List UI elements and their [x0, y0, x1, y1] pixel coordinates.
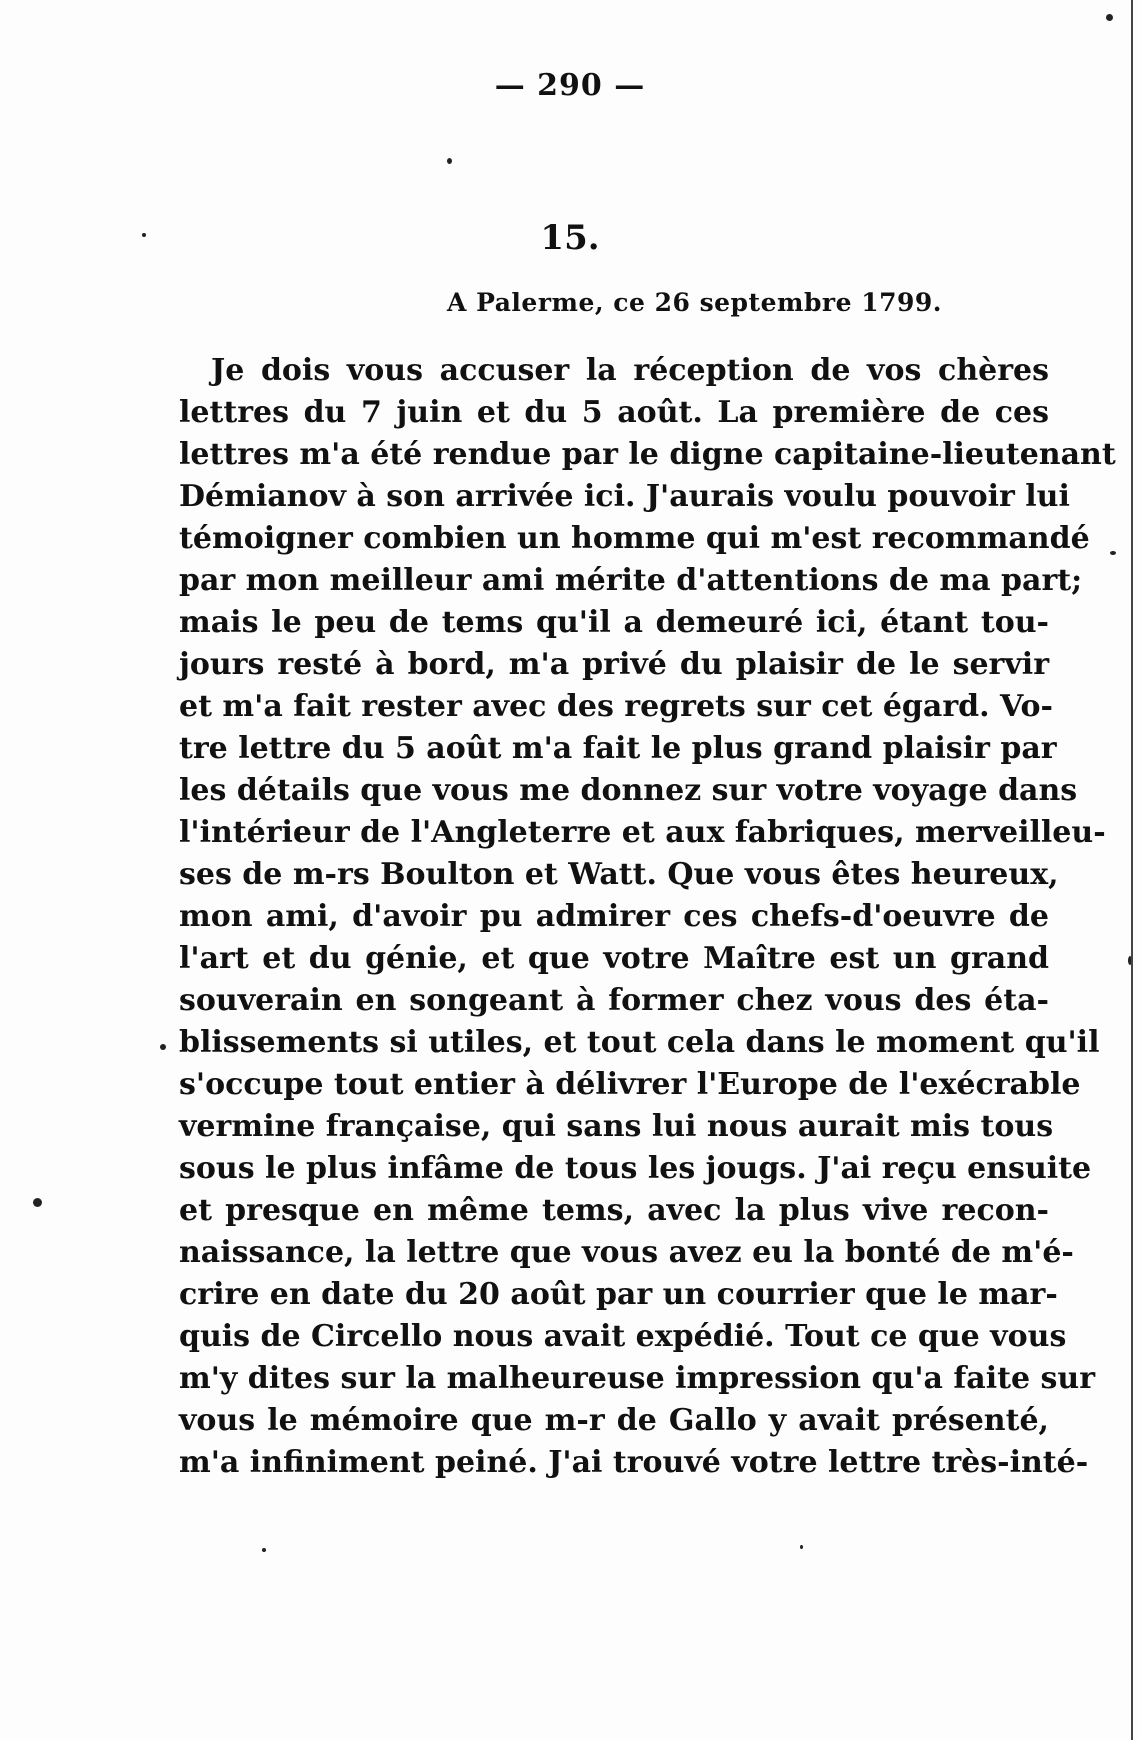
scan-speck	[160, 1044, 166, 1050]
text-line: mais le peu de tems qu'il a demeuré ici, étant tou-	[179, 605, 1049, 640]
text-line: jours resté à bord, m'a privé du plaisir de le servir	[179, 647, 1049, 682]
text-line: crire en date du 20 août par un courrier que le mar-	[179, 1277, 1058, 1312]
text-line: s'occupe tout entier à délivrer l'Europe de l'exécrable	[179, 1067, 1081, 1102]
text-line: Je dois vous accuser la réception de vos chères	[211, 353, 1049, 388]
text-line: ses de m-rs Boulton et Watt. Que vous êtes heureux,	[179, 857, 1059, 892]
scan-speck	[33, 1198, 42, 1207]
text-line: les détails que vous me donnez sur votre voyage dans	[179, 773, 1078, 808]
text-line: mon ami, d'avoir pu admirer ces chefs-d'oeuvre de	[179, 899, 1049, 934]
page-edge-line	[1131, 0, 1133, 1740]
text-line: m'a infiniment peiné. J'ai trouvé votre lettre très-inté-	[179, 1445, 1089, 1480]
text-line: lettres m'a été rendue par le digne capitaine-lieutenant	[179, 437, 1116, 472]
scan-speck	[800, 1545, 803, 1549]
page-number: — 290 —	[494, 68, 646, 103]
text-line: témoigner combien un homme qui m'est recommandé	[179, 521, 1090, 556]
text-line: lettres du 7 juin et du 5 août. La première de ces	[179, 395, 1049, 430]
scan-speck	[447, 158, 452, 164]
text-line: et presque en même tems, avec la plus vive recon-	[179, 1193, 1049, 1228]
letter-number: 15.	[540, 218, 600, 258]
text-line: l'art et du génie, et que votre Maître est un grand	[179, 941, 1049, 976]
text-line: vous le mémoire que m-r de Gallo y avait présenté,	[179, 1403, 1049, 1438]
text-line: blissements si utiles, et tout cela dans le moment qu'il	[179, 1025, 1100, 1060]
text-line: naissance, la lettre que vous avez eu la bonté de m'é-	[179, 1235, 1074, 1270]
text-line: quis de Circello nous avait expédié. Tout ce que vous	[179, 1319, 1067, 1354]
text-line: Démianov à son arrivée ici. J'aurais voulu pouvoir lui	[179, 479, 1070, 514]
text-line: par mon meilleur ami mérite d'attentions de ma part;	[179, 563, 1083, 598]
text-line: souverain en songeant à former chez vous des éta-	[179, 983, 1049, 1018]
text-line: l'intérieur de l'Angleterre et aux fabriques, merveilleu-	[179, 815, 1106, 850]
scan-speck	[1106, 14, 1113, 21]
text-line: tre lettre du 5 août m'a fait le plus grand plaisir par	[179, 731, 1057, 766]
text-line: m'y dites sur la malheureuse impression qu'a faite sur	[179, 1361, 1096, 1396]
text-line: et m'a fait rester avec des regrets sur cet égard. Vo-	[179, 689, 1053, 724]
scan-speck	[142, 233, 146, 237]
text-line: sous le plus infâme de tous les jougs. J'ai reçu ensuite	[179, 1151, 1092, 1186]
text-line: vermine française, qui sans lui nous aurait mis tous	[179, 1109, 1054, 1144]
scan-speck	[1110, 551, 1116, 555]
dateline: A Palerme, ce 26 septembre 1799.	[446, 288, 942, 317]
letter-body	[179, 350, 1116, 1484]
scan-speck	[262, 1548, 266, 1552]
